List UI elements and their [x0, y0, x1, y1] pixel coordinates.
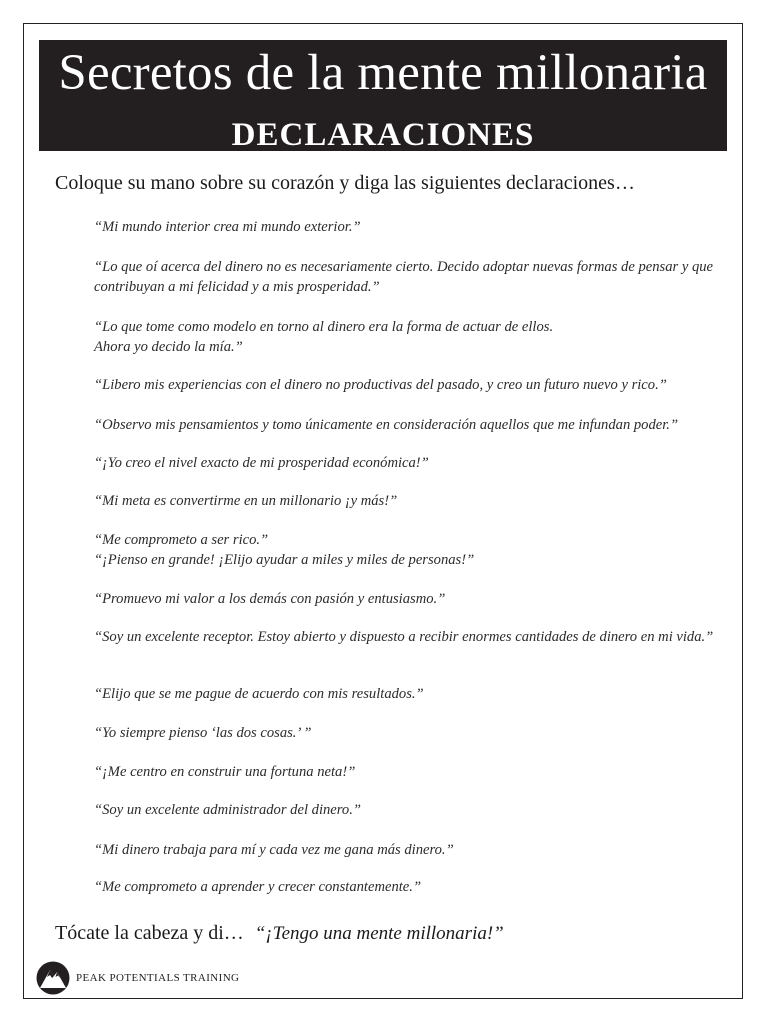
declaration-item: “Elijo que se me pague de acuerdo con mis resultados.” — [94, 686, 424, 702]
declaration-item: “Libero mis experiencias con el dinero no productivas del pasado, y creo un futuro nuevo y rico.” — [94, 377, 667, 393]
declaration-item: “Promuevo mi valor a los demás con pasión y entusiasmo.” — [94, 591, 446, 607]
declaration-item: “Me comprometo a aprender y crecer constantemente.” — [94, 879, 422, 895]
declaration-item: “Me comprometo a ser rico.” “¡Pienso en grande! ¡Elijo ayudar a miles y miles de personas!” — [94, 532, 475, 568]
intro-instruction: Coloque su mano sobre su corazón y diga las siguientes declaraciones… — [55, 172, 635, 194]
closing-quote: “¡Tengo una mente millonaria!” — [254, 923, 504, 944]
declaration-item: “Mi dinero trabaja para mí y cada vez me gana más dinero.” — [94, 842, 454, 858]
brand-footer — [36, 960, 239, 996]
declaration-item: “¡Me centro en construir una fortuna neta!” — [94, 764, 356, 780]
declaration-item: “Soy un excelente administrador del dinero.” — [94, 802, 361, 818]
brand-name: PEAK POTENTIALS TRAINING — [76, 972, 240, 984]
page-title: Secretos de la mente millonaria — [58, 45, 708, 101]
title-banner — [39, 40, 727, 151]
section-heading: DECLARACIONES — [231, 117, 535, 153]
declaration-item: “Lo que oí acerca del dinero no es necesariamente cierto. Decido adoptar nuevas formas de pensar y que contribuyan a mi felicidad y a mis prosperidad.” — [94, 259, 714, 295]
declaration-item: “Mi meta es convertirme en un millonario ¡y más!” — [94, 493, 398, 509]
declaration-item: “Soy un excelente receptor. Estoy abierto y dispuesto a recibir enormes cantidades de dinero en mi vida.” — [94, 629, 714, 645]
declaration-item: “Lo que tome como modelo en torno al dinero era la forma de actuar de ellos. Ahora yo decido la mía.” — [94, 319, 554, 355]
declaration-item: “Mi mundo interior crea mi mundo exterior.” — [94, 219, 361, 235]
declaration-item: “Yo siempre pienso ‘las dos cosas.’ ” — [94, 725, 312, 741]
declaration-item: “Observo mis pensamientos y tomo únicamente en consideración aquellos que me infundan poder.” — [94, 417, 679, 433]
closing-lead: Tócate la cabeza y di… — [55, 922, 244, 944]
declaration-item: “¡Yo creo el nivel exacto de mi prosperidad económica!” — [94, 455, 429, 471]
mountain-peak-icon — [36, 961, 70, 995]
closing-statement — [55, 922, 504, 945]
